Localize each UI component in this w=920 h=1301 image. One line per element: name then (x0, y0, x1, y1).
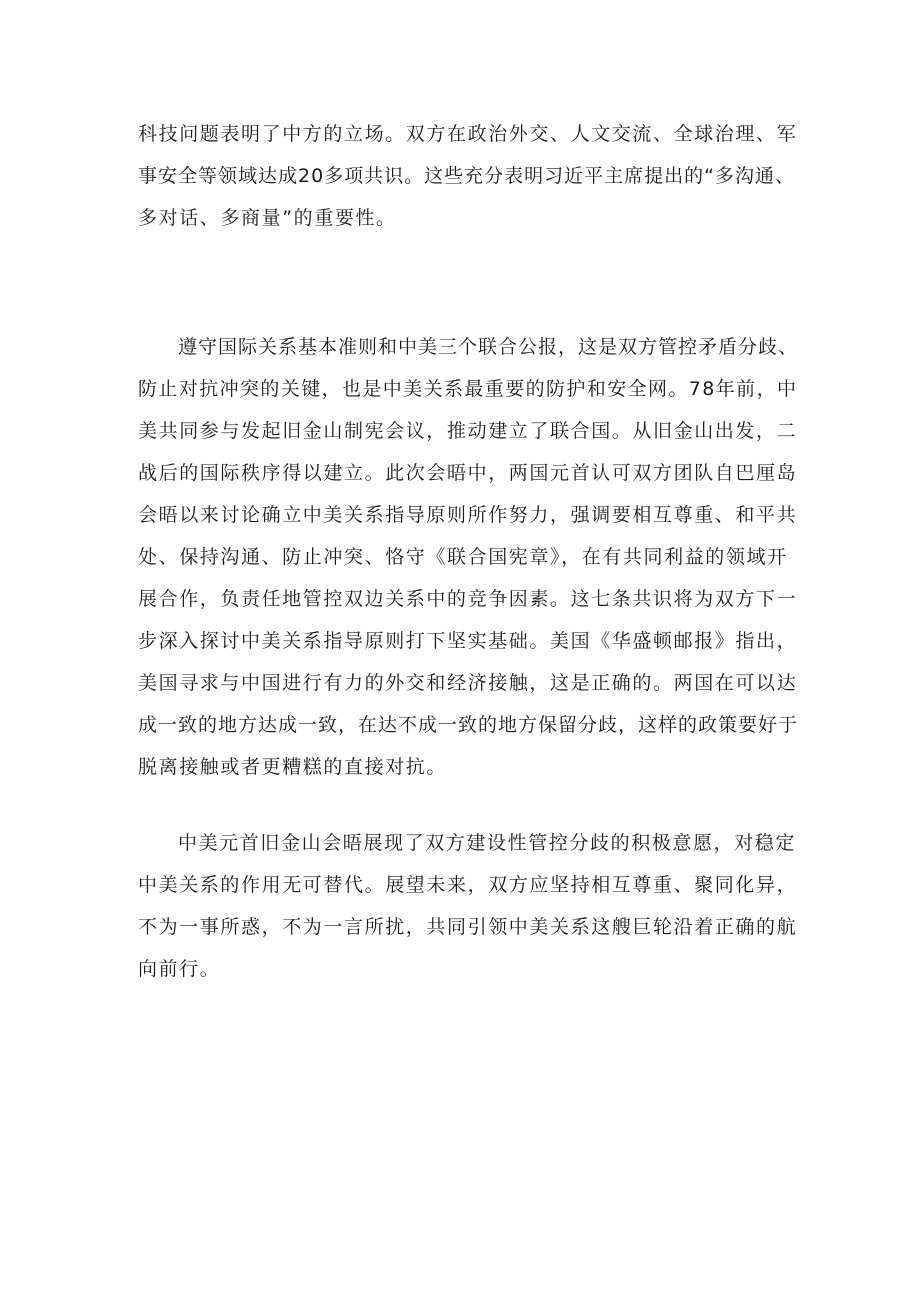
text-line: 事安全等领域达成20多项共识。这些充分表明习近平主席提出的“多沟通、 (138, 165, 796, 187)
text-line: 中美元首旧金山会晤展现了双方建设性管控分歧的积极意愿，对稳定 (178, 832, 797, 854)
text-line: 美国寻求与中国进行有力的外交和经济接触，这是正确的。两国在可以达 (138, 672, 798, 694)
text-line: 科技问题表明了中方的立场。双方在政治外交、人文交流、全球治理、军 (138, 123, 798, 145)
text-line: 中美关系的作用无可替代。展望未来，双方应坚持相互尊重、聚同化异， (138, 874, 798, 896)
text-line: 战后的国际秩序得以建立。此次会晤中，两国元首认可双方团队自巴厘岛 (138, 462, 798, 484)
text-line: 脱离接触或者更糟糕的直接对抗。 (138, 756, 448, 778)
text-line: 不为一事所惑，不为一言所扰，共同引领中美关系这艘巨轮沿着正确的航 (138, 916, 798, 938)
paragraph-principles (138, 326, 798, 788)
text-line: 向前行。 (138, 958, 221, 980)
text-line: 会晤以来讨论确立中美关系指导原则所作努力，强调要相互尊重、和平共 (138, 504, 798, 526)
text-line: 处、保持沟通、防止冲突、恪守《联合国宪章》，在有共同利益的领域开 (138, 546, 788, 568)
paragraph-outlook (138, 822, 798, 990)
text-line: 步深入探讨中美关系指导原则打下坚实基础。美国《华盛顿邮报》指出， (138, 630, 798, 652)
text-line: 多对话、多商量”的重要性。 (138, 207, 397, 229)
text-line: 防止对抗冲突的关键，也是中美关系最重要的防护和安全网。78年前，中 (138, 378, 798, 400)
text-line: 美共同参与发起旧金山制宪会议，推动建立了联合国。从旧金山出发，二 (138, 420, 798, 442)
paragraph-continuation (138, 113, 798, 239)
text-line: 成一致的地方达成一致，在达不成一致的地方保留分歧，这样的政策要好于 (138, 714, 799, 736)
text-line: 展合作，负责任地管控双边关系中的竞争因素。这七条共识将为双方下一 (138, 588, 798, 610)
text-line: 遵守国际关系基本准则和中美三个联合公报，这是双方管控矛盾分歧、 (178, 336, 799, 358)
